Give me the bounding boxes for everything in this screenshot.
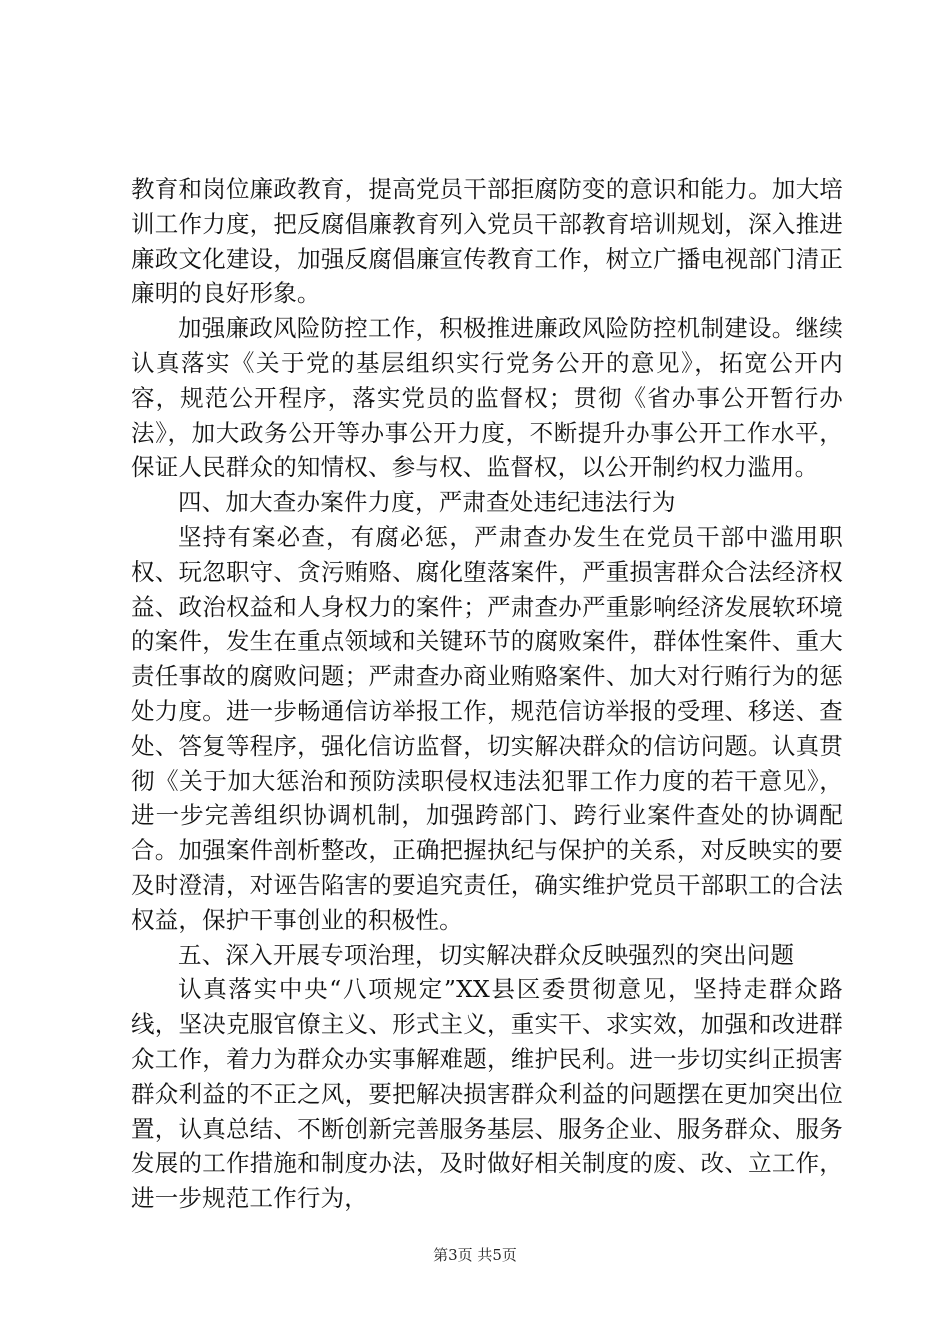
document-body xyxy=(131,172,843,1216)
section-heading-5: 五、深入开展专项治理，切实解决群众反映强烈的突出问题 xyxy=(178,940,795,969)
section-heading-4: 四、加大查办案件力度，严肃查处违纪违法行为 xyxy=(178,488,676,517)
paragraph-2: 加强廉政风险防控工作，积极推进廉政风险防控机制建设。继续认真落实《关于党的基层组织实行党务公开的意见》，拓宽公开内容，规范公开程序，落实党员的监督权；贯彻《省办事公开暂行办法》，加大政务公开等办事公开力度，不断提升办事公开工作水平，保证人民群众的知情权、参与权、监督权，以公开制约权力滥用。 xyxy=(131,314,843,482)
page-footer: 第3页 共5页 xyxy=(433,1246,517,1264)
paragraph-3: 坚持有案必查，有腐必惩，严肃查办发生在党员干部中滥用职权、玩忽职守、贪污贿赂、腐化堕落案件，严重损害群众合法经济权益、政治权益和人身权力的案件；严肃查办严重影响经济发展软环境的案件，发生在重点领域和关键环节的腐败案件，群体性案件、重大责任事故的腐败问题；严肃查办商业贿赂案件、加大对行贿行为的惩处力度。进一步畅通信访举报工作，规范信访举报的受理、移送、查处、答复等程序，强化信访监督，切实解决群众的信访问题。认真贯彻《关于加大惩治和预防渎职侵权违法犯罪工作力度的若干意见》，进一步完善组织协调机制，加强跨部门、跨行业案件查处的协调配合。加强案件剖析整改，正确把握执纪与保护的关系，对反映实的要及时澄清，对诬告陷害的要追究责任，确实维护党员干部职工的合法权益，保护干事创业的积极性。 xyxy=(131,522,843,934)
paragraph-1: 教育和岗位廉政教育，提高党员干部拒腐防变的意识和能力。加大培训工作力度，把反腐倡廉教育列入党员干部教育培训规划，深入推进廉政文化建设，加强反腐倡廉宣传教育工作，树立广播电视部门清正廉明的良好形象。 xyxy=(131,175,843,308)
paragraph-4: 认真落实中央“八项规定”XX县区委贯彻意见，坚持走群众路线，坚决克服官僚主义、形式主义，重实干、求实效，加强和改进群众工作，着力为群众办实事解难题，维护民利。进一步切实纠正损害群众利益的不正之风，要把解决损害群众利益的问题摆在更加突出位置，认真总结、不断创新完善服务基层、服务企业、服务群众、服务发展的工作措施和制度办法，及时做好相关制度的废、改、立工作，进一步规范工作行为， xyxy=(131,975,843,1213)
